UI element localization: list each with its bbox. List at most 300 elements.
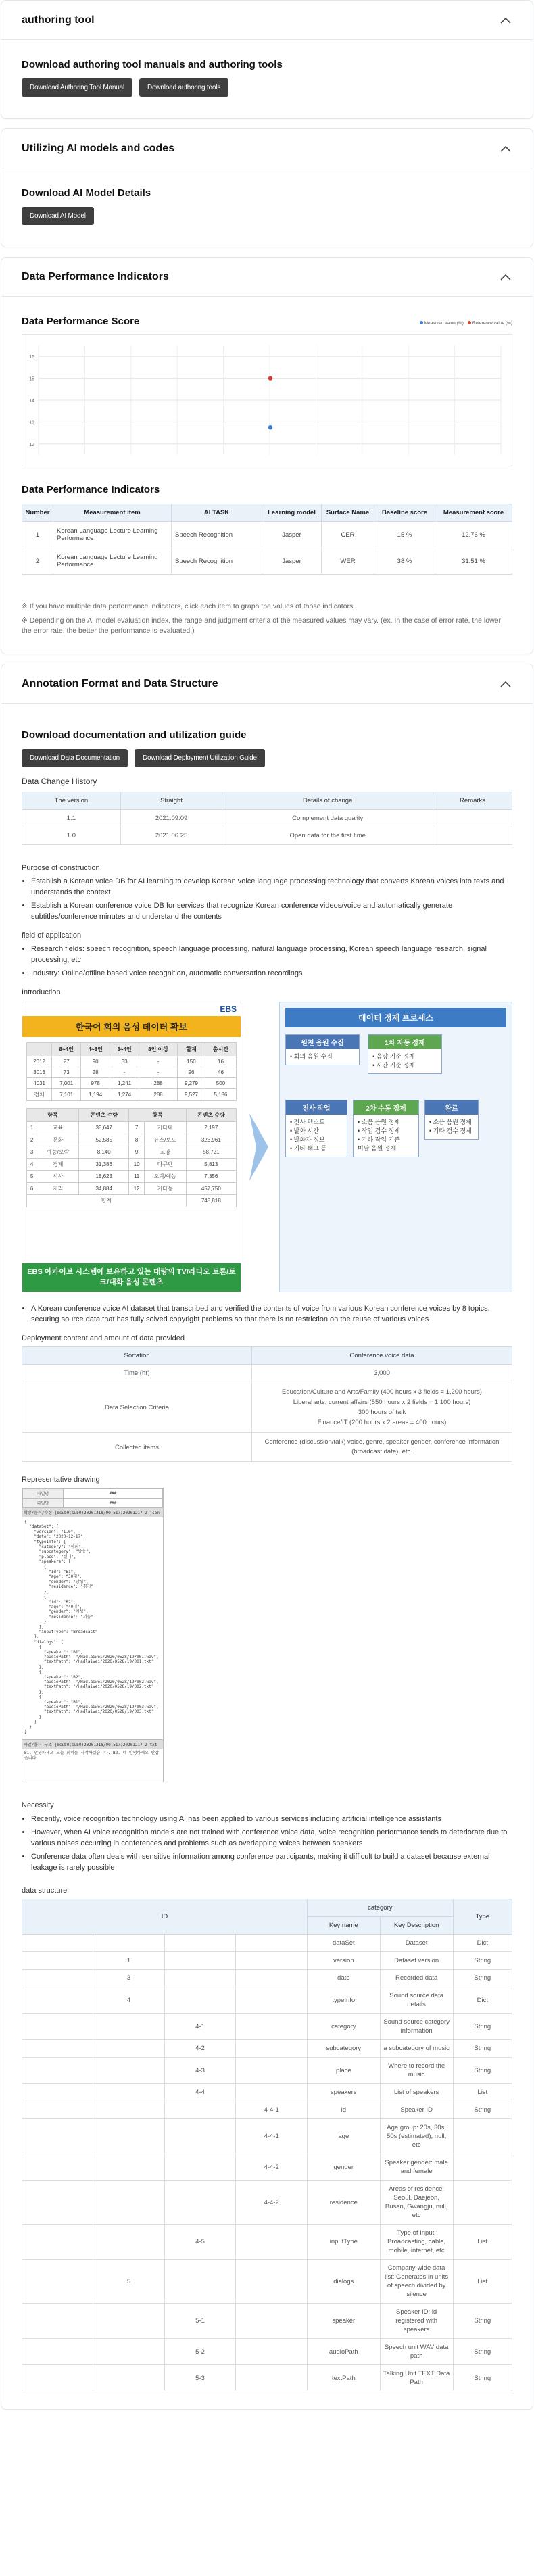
col-header: 8~4인 — [110, 1043, 139, 1056]
indent-cell — [93, 2014, 164, 2040]
chart-legend — [420, 321, 512, 326]
code-line: "speakers": [ — [24, 1559, 71, 1565]
id-cell: 4-4 — [164, 2084, 236, 2101]
cell: 1.0 — [22, 827, 121, 845]
cell: 7,101 — [52, 1089, 81, 1101]
code-line: { — [24, 1670, 42, 1675]
indent-cell — [164, 1952, 236, 1970]
list-item: • Conference data often deals with sensitive information among conference participants, making it difficult to build a dataset because external leakage is rarely possible — [31, 1851, 512, 1873]
code-line: { — [24, 1564, 47, 1570]
table-row[interactable] — [22, 548, 512, 575]
table-row — [27, 1056, 237, 1067]
code-line: "dataSet": { — [24, 1524, 59, 1530]
code-line: "audioPath": "/Hadlaiwei/2020/0528/19/002.wav", — [24, 1680, 159, 1684]
type-cell: String — [453, 2058, 512, 2084]
cell: 4031 — [27, 1078, 52, 1089]
reference-point[interactable] — [268, 376, 272, 380]
cell: 46 — [205, 1067, 236, 1078]
score-chart-svg — [22, 335, 514, 466]
indent-cell — [22, 2058, 93, 2084]
cell: 1 — [27, 1122, 37, 1134]
key-cell: id — [307, 2101, 380, 2119]
code-line: "version": "1.0", — [24, 1529, 76, 1534]
col-header: Measurement item — [53, 504, 172, 522]
step-title: 완료 — [425, 1100, 478, 1115]
intro-list — [31, 1303, 512, 1325]
process-title: 데이터 정제 프로세스 — [285, 1008, 506, 1027]
process-step-2 — [368, 1034, 442, 1074]
table-row — [22, 827, 512, 845]
download-guide-button[interactable]: Download Deployment Utilization Guide — [135, 749, 265, 767]
id-cell — [22, 1935, 93, 1952]
col-header: 8~4인 — [52, 1043, 81, 1056]
indent-cell — [93, 2365, 164, 2391]
code-line: }, — [24, 1634, 39, 1640]
field-list — [31, 944, 512, 979]
type-cell — [453, 2181, 512, 2225]
arrow-right-icon — [247, 1002, 274, 1292]
cell: 150 — [178, 1056, 205, 1067]
cell: 3,000 — [252, 1365, 512, 1382]
cell: 6 — [27, 1183, 37, 1195]
y-tick-label: 14 — [29, 399, 34, 404]
drawing-json — [22, 1517, 163, 1736]
step-text: • 소음 음원 정제 • 기타 검수 정제 — [429, 1119, 472, 1134]
cell: 교양 — [144, 1146, 186, 1159]
cell: - — [110, 1067, 139, 1078]
drawing-label: Representative drawing — [22, 1476, 100, 1484]
necessity-label: Necessity — [22, 1801, 54, 1809]
cell: 기타대 — [144, 1122, 186, 1134]
cell: Complement data quality — [222, 810, 433, 827]
step-text: • 회의 음원 수집 — [290, 1053, 333, 1060]
col-header: ID — [22, 1899, 308, 1935]
indent-cell — [93, 2101, 164, 2119]
necessity-list — [31, 1814, 512, 1873]
y-tick-label: 16 — [29, 355, 34, 360]
cell: 288 — [139, 1078, 178, 1089]
code-line: "category": "학회", — [24, 1545, 84, 1550]
table-row — [22, 2040, 512, 2058]
data-structure-label: data structure — [22, 1887, 68, 1895]
cell: - — [139, 1067, 178, 1078]
cell: CER — [322, 522, 374, 548]
cell: Jasper — [262, 548, 322, 575]
purpose-list — [31, 876, 512, 922]
table-row — [22, 2339, 512, 2365]
indent-cell — [93, 2119, 164, 2154]
code-line: "audioPath": "/Hadlaiwei/2020/0528/19/003.wav", — [24, 1705, 159, 1710]
desc-cell: Speaker ID — [380, 2101, 453, 2119]
indent-cell — [236, 1935, 308, 1952]
indent-cell — [22, 2339, 93, 2365]
code-line: "id": "B1", — [24, 1570, 76, 1575]
cell: 9,279 — [178, 1078, 205, 1089]
cell: 52,585 — [79, 1134, 129, 1146]
cell: 파일명 — [23, 1499, 64, 1508]
cell: 18,623 — [79, 1171, 129, 1183]
code-line: "residence": "경기" — [24, 1584, 93, 1590]
code-line: "date": "2020-12-17", — [24, 1534, 86, 1540]
key-cell: residence — [307, 2181, 380, 2225]
cell: 73 — [52, 1067, 81, 1078]
y-tick-label: 15 — [29, 376, 34, 382]
desc-cell: Speaker ID: id registered with speakers — [380, 2304, 453, 2339]
indent-cell — [22, 2119, 93, 2154]
code-line: }, — [24, 1689, 44, 1695]
type-cell: Dict — [453, 1935, 512, 1952]
step-title: 전사 작업 — [286, 1100, 347, 1115]
key-cell: speaker — [307, 2304, 380, 2339]
code-line: "speaker": "B1", — [24, 1649, 83, 1655]
cell: 28 — [81, 1067, 110, 1078]
desc-cell: Company-wide data list: Generates in units of speech divided by silence — [380, 2260, 453, 2304]
process-step-1 — [285, 1034, 360, 1065]
desc-cell: Where to record the music — [380, 2058, 453, 2084]
indent-cell — [164, 2260, 236, 2304]
indent-cell — [236, 2365, 308, 2391]
type-cell: String — [453, 2040, 512, 2058]
cell: 2012 — [27, 1056, 52, 1067]
cell: 978 — [81, 1078, 110, 1089]
panel-authoring-tool — [1, 0, 533, 119]
cell: Education/Culture and Arts/Family (400 hours x 3 fields = 1,200 hours) Liberal arts, current affairs (550 hours x 2 fields = 1,100 hours) 300 hours of talk Finance/IT (200 hours x 2 areas = 400 hours) — [252, 1382, 512, 1433]
indent-cell — [22, 2084, 93, 2101]
code-line: "age": "40대", — [24, 1604, 82, 1609]
cell: 합계 — [27, 1195, 187, 1207]
chevron-up-icon[interactable] — [499, 14, 512, 27]
step-title: 원천 음원 수집 — [286, 1035, 359, 1049]
cell: Open data for the first time — [222, 827, 433, 845]
key-cell: place — [307, 2058, 380, 2084]
indent-cell — [93, 2084, 164, 2101]
code-line: "place": "실내", — [24, 1554, 76, 1559]
indent-cell — [164, 1987, 236, 2014]
key-cell: inputType — [307, 2225, 380, 2260]
step-text: • 소음 음원 정제 • 작업 검수 정제 • 기타 작업 기준 미달 음원 정제 — [358, 1119, 400, 1152]
indent-cell — [22, 1970, 93, 1987]
indent-cell — [236, 2014, 308, 2040]
step-title: 1차 자동 정제 — [368, 1035, 441, 1049]
cell: 교육 — [37, 1122, 79, 1134]
indent-cell — [93, 2058, 164, 2084]
table-row — [27, 1067, 237, 1078]
table-row — [22, 2154, 512, 2181]
field-label: field of application — [22, 931, 82, 940]
deploy-label: Deployment content and amount of data provided — [22, 1334, 185, 1342]
list-item: • Research fields: speech recognition, speech language processing, natural language processing, Korean speech language research, signal processing, etc — [31, 944, 512, 965]
key-cell: category — [307, 2014, 380, 2040]
drawing-footer-text: B1. 안녕하세요 오늘 회의를 시작하겠습니다. B2. 네 안녕하세요 반갑습니다 — [24, 1751, 160, 1761]
indent-cell — [22, 1987, 93, 2014]
cell: 748,818 — [186, 1195, 236, 1207]
key-cell: speakers — [307, 2084, 380, 2101]
table-row — [22, 2304, 512, 2339]
process-step-4 — [353, 1100, 419, 1157]
indent-cell — [93, 2225, 164, 2260]
ebs-logo: EBS — [220, 1004, 237, 1014]
col-header: Remarks — [433, 792, 512, 810]
table-row — [22, 1433, 512, 1462]
chevron-up-icon[interactable] — [499, 142, 512, 155]
table-row — [22, 2101, 512, 2119]
table-row — [27, 1089, 237, 1101]
indent-cell — [164, 2181, 236, 2225]
table-row — [22, 2260, 512, 2304]
section-heading: Download documentation and utilization guide — [22, 729, 247, 741]
col-header: 8인 이상 — [139, 1043, 178, 1056]
key-cell: typeInfo — [307, 1987, 380, 2014]
intro-image — [22, 1002, 512, 1292]
col-header: Number — [22, 504, 53, 522]
indent-cell — [22, 2304, 93, 2339]
code-line: "residence": "서울" — [24, 1614, 93, 1620]
table-row — [22, 2014, 512, 2040]
table-row[interactable] — [22, 522, 512, 548]
indent-cell — [236, 1987, 308, 2014]
section-heading: Download AI Model Details — [22, 187, 151, 199]
cell: 5,186 — [205, 1089, 236, 1101]
panel-header[interactable] — [1, 129, 533, 168]
cell: 1,241 — [110, 1078, 139, 1089]
desc-cell: List of speakers — [380, 2084, 453, 2101]
cell: 288 — [139, 1089, 178, 1101]
type-cell: String — [453, 2014, 512, 2040]
id-cell: 4-1 — [164, 2014, 236, 2040]
indent-cell — [22, 1952, 93, 1970]
desc-cell: Type of Input: Broadcasting, cable, mobile, internet, etc — [380, 2225, 453, 2260]
code-line: "speaker": "B2", — [24, 1674, 83, 1680]
cell: 33 — [110, 1056, 139, 1067]
cell: 1,194 — [81, 1089, 110, 1101]
cell: 시사 — [37, 1171, 79, 1183]
type-cell — [453, 2119, 512, 2154]
cell: Collected items — [22, 1433, 252, 1462]
indent-cell — [236, 2225, 308, 2260]
id-cell: 5-3 — [164, 2365, 236, 2391]
table-row — [22, 2365, 512, 2391]
cell: 1,274 — [110, 1089, 139, 1101]
type-cell: String — [453, 2365, 512, 2391]
key-cell: subcategory — [307, 2040, 380, 2058]
chevron-up-icon[interactable] — [499, 677, 512, 691]
cell: 8 — [129, 1134, 145, 1146]
indicators-title: Data Performance Indicators — [22, 484, 160, 495]
indent-cell — [22, 2365, 93, 2391]
cell: 2 — [22, 548, 53, 575]
table-row — [27, 1134, 237, 1146]
cell: 12.76 % — [435, 522, 512, 548]
cell: ### — [64, 1499, 163, 1508]
id-cell: 4-4-1 — [236, 2119, 308, 2154]
type-cell: String — [453, 1970, 512, 1987]
representative-drawing — [22, 1488, 164, 1782]
desc-cell: Dataset — [380, 1935, 453, 1952]
legend-measured[interactable]: Measured value (%) — [420, 321, 464, 326]
list-item: • Recently, voice recognition technology using AI has been applied to various services including artificial intelligence assistants — [31, 1814, 512, 1824]
cell: 38 % — [374, 548, 435, 575]
download-tools-button[interactable]: Download authoring tools — [139, 78, 228, 97]
panel-title: Data Performance Indicators — [22, 270, 169, 283]
drawing-title: 확장/분석/수정_[0sub0(sub0)20201218/00(517)20201217_2 json — [22, 1508, 163, 1517]
id-cell: 4-4-2 — [236, 2154, 308, 2181]
code-line: "gender": "여성", — [24, 1609, 89, 1615]
code-line: "age": "30대", — [24, 1574, 82, 1580]
id-cell: 4-3 — [164, 2058, 236, 2084]
code-line: ] — [24, 1720, 37, 1725]
indent-cell — [236, 2304, 308, 2339]
process-step-5 — [424, 1100, 479, 1140]
panel-ai-models — [1, 128, 533, 247]
type-cell: String — [453, 2101, 512, 2119]
col-header: Key name — [307, 1917, 380, 1935]
indent-cell — [22, 2260, 93, 2304]
indent-cell — [164, 1970, 236, 1987]
intro-left-panel — [22, 1002, 241, 1292]
table-row — [22, 1970, 512, 1987]
cell: 31.51 % — [435, 548, 512, 575]
cell: ### — [64, 1489, 163, 1499]
cell: Jasper — [262, 522, 322, 548]
code-line: "textPath": "/Hadlaiwei/2020/0528/19/003.txt" — [24, 1709, 154, 1715]
indent-cell — [236, 2339, 308, 2365]
cell: WER — [322, 548, 374, 575]
desc-cell: a subcategory of music — [380, 2040, 453, 2058]
col-header: Measurement score — [435, 504, 512, 522]
intro-table-1 — [26, 1042, 237, 1101]
col-header: Learning model — [262, 504, 322, 522]
code-line: "dialogs": [ — [24, 1639, 64, 1645]
cell: 지리 — [37, 1183, 79, 1195]
cell: 1 — [22, 522, 53, 548]
type-cell: List — [453, 2225, 512, 2260]
table-row — [27, 1078, 237, 1089]
cell: 10 — [129, 1159, 145, 1171]
col-header: The version — [22, 792, 121, 810]
table-row — [22, 810, 512, 827]
indent-cell — [93, 2154, 164, 2181]
process-diagram — [279, 1002, 512, 1292]
table-row — [22, 1382, 512, 1433]
cell: 500 — [205, 1078, 236, 1089]
cell: 문화 — [37, 1134, 79, 1146]
col-header: 콘텐츠 수량 — [79, 1109, 129, 1122]
download-ai-model-button[interactable]: Download AI Model — [22, 207, 94, 225]
id-cell: 3 — [93, 1970, 164, 1987]
indent-cell — [93, 2339, 164, 2365]
table-row — [22, 2225, 512, 2260]
cell: 2,197 — [186, 1122, 236, 1134]
panel-header[interactable] — [1, 1, 533, 40]
cell: - — [139, 1056, 178, 1067]
cell: 기타등 — [144, 1183, 186, 1195]
download-documentation-button[interactable]: Download Data Documentation — [22, 749, 128, 767]
id-cell: 5-1 — [164, 2304, 236, 2339]
indent-cell — [236, 1970, 308, 1987]
score-title: Data Performance Score — [22, 316, 140, 327]
cell: 16 — [205, 1056, 236, 1067]
col-header: 콘텐츠 수량 — [186, 1109, 236, 1122]
cell: 96 — [178, 1067, 205, 1078]
indent-cell — [236, 2058, 308, 2084]
type-cell: String — [453, 2339, 512, 2365]
indent-cell — [93, 1935, 164, 1952]
cell: 전체 — [27, 1089, 52, 1101]
id-cell: 1 — [93, 1952, 164, 1970]
id-cell: 5-2 — [164, 2339, 236, 2365]
indent-cell — [164, 1935, 236, 1952]
desc-cell: Areas of residence: Seoul, Daejeon, Busan, Gwangju, null, etc — [380, 2181, 453, 2225]
panel-title: authoring tool — [22, 14, 95, 26]
table-row — [22, 1952, 512, 1970]
key-cell: gender — [307, 2154, 380, 2181]
code-line: } — [24, 1714, 42, 1720]
intro-footer: EBS 아카이브 시스템에 보유하고 있는 대량의 TV/라디오 토론/토크/대화 음성 콘텐츠 — [22, 1263, 241, 1292]
type-cell: List — [453, 2260, 512, 2304]
col-header: category — [307, 1899, 453, 1917]
cell: 27 — [52, 1056, 81, 1067]
key-cell: audioPath — [307, 2339, 380, 2365]
cell: 11 — [129, 1171, 145, 1183]
col-header: Baseline score — [374, 504, 435, 522]
indent-cell — [164, 2119, 236, 2154]
table-row — [27, 1122, 237, 1134]
cell — [433, 827, 512, 845]
key-cell: version — [307, 1952, 380, 1970]
process-step-3 — [285, 1100, 347, 1157]
panel-title: Utilizing AI models and codes — [22, 142, 175, 154]
cell: 457,750 — [186, 1183, 236, 1195]
intro-table-2 — [26, 1108, 237, 1207]
type-cell: List — [453, 2084, 512, 2101]
code-line: "gender": "남성", — [24, 1579, 89, 1584]
code-line: }, — [24, 1664, 44, 1670]
cell: 경제 — [37, 1159, 79, 1171]
panel-performance — [1, 257, 533, 654]
code-line: } — [24, 1730, 27, 1735]
cell: 3 — [27, 1146, 37, 1159]
cell: Speech Recognition — [172, 548, 262, 575]
table-row — [22, 2084, 512, 2101]
cell: 4 — [27, 1159, 37, 1171]
download-manual-button[interactable]: Download Authoring Tool Manual — [22, 78, 132, 97]
desc-cell: Talking Unit TEXT Data Path — [380, 2365, 453, 2391]
type-cell: String — [453, 1952, 512, 1970]
table-row — [22, 2058, 512, 2084]
list-item: • Establish a Korean conference voice DB for services that recognize Korean conference videos/voice and automatically generate subtitles/conference minutes and understand the contents — [31, 900, 512, 922]
cell: 38,647 — [79, 1122, 129, 1134]
cell: 오락/예능 — [144, 1171, 186, 1183]
col-header: 항목 — [27, 1109, 79, 1122]
total-row — [27, 1195, 237, 1207]
indent-cell — [93, 2304, 164, 2339]
col-header: 합계 — [178, 1043, 205, 1056]
measured-point[interactable] — [268, 425, 272, 429]
legend-reference[interactable]: Reference value (%) — [468, 321, 512, 326]
panel-header[interactable] — [1, 664, 533, 704]
list-item: • Industry: Online/offline based voice recognition, automatic conversation recordings — [31, 968, 512, 979]
cell: 뉴스/보도 — [144, 1134, 186, 1146]
key-cell: dataSet — [307, 1935, 380, 1952]
code-line: { — [24, 1595, 47, 1600]
indent-cell — [236, 2084, 308, 2101]
legend-dot-icon — [420, 321, 423, 324]
indent-cell — [236, 2260, 308, 2304]
cell: 7,001 — [52, 1078, 81, 1089]
indicators-table — [22, 504, 512, 575]
chevron-up-icon[interactable] — [499, 270, 512, 284]
panel-header[interactable] — [1, 258, 533, 297]
